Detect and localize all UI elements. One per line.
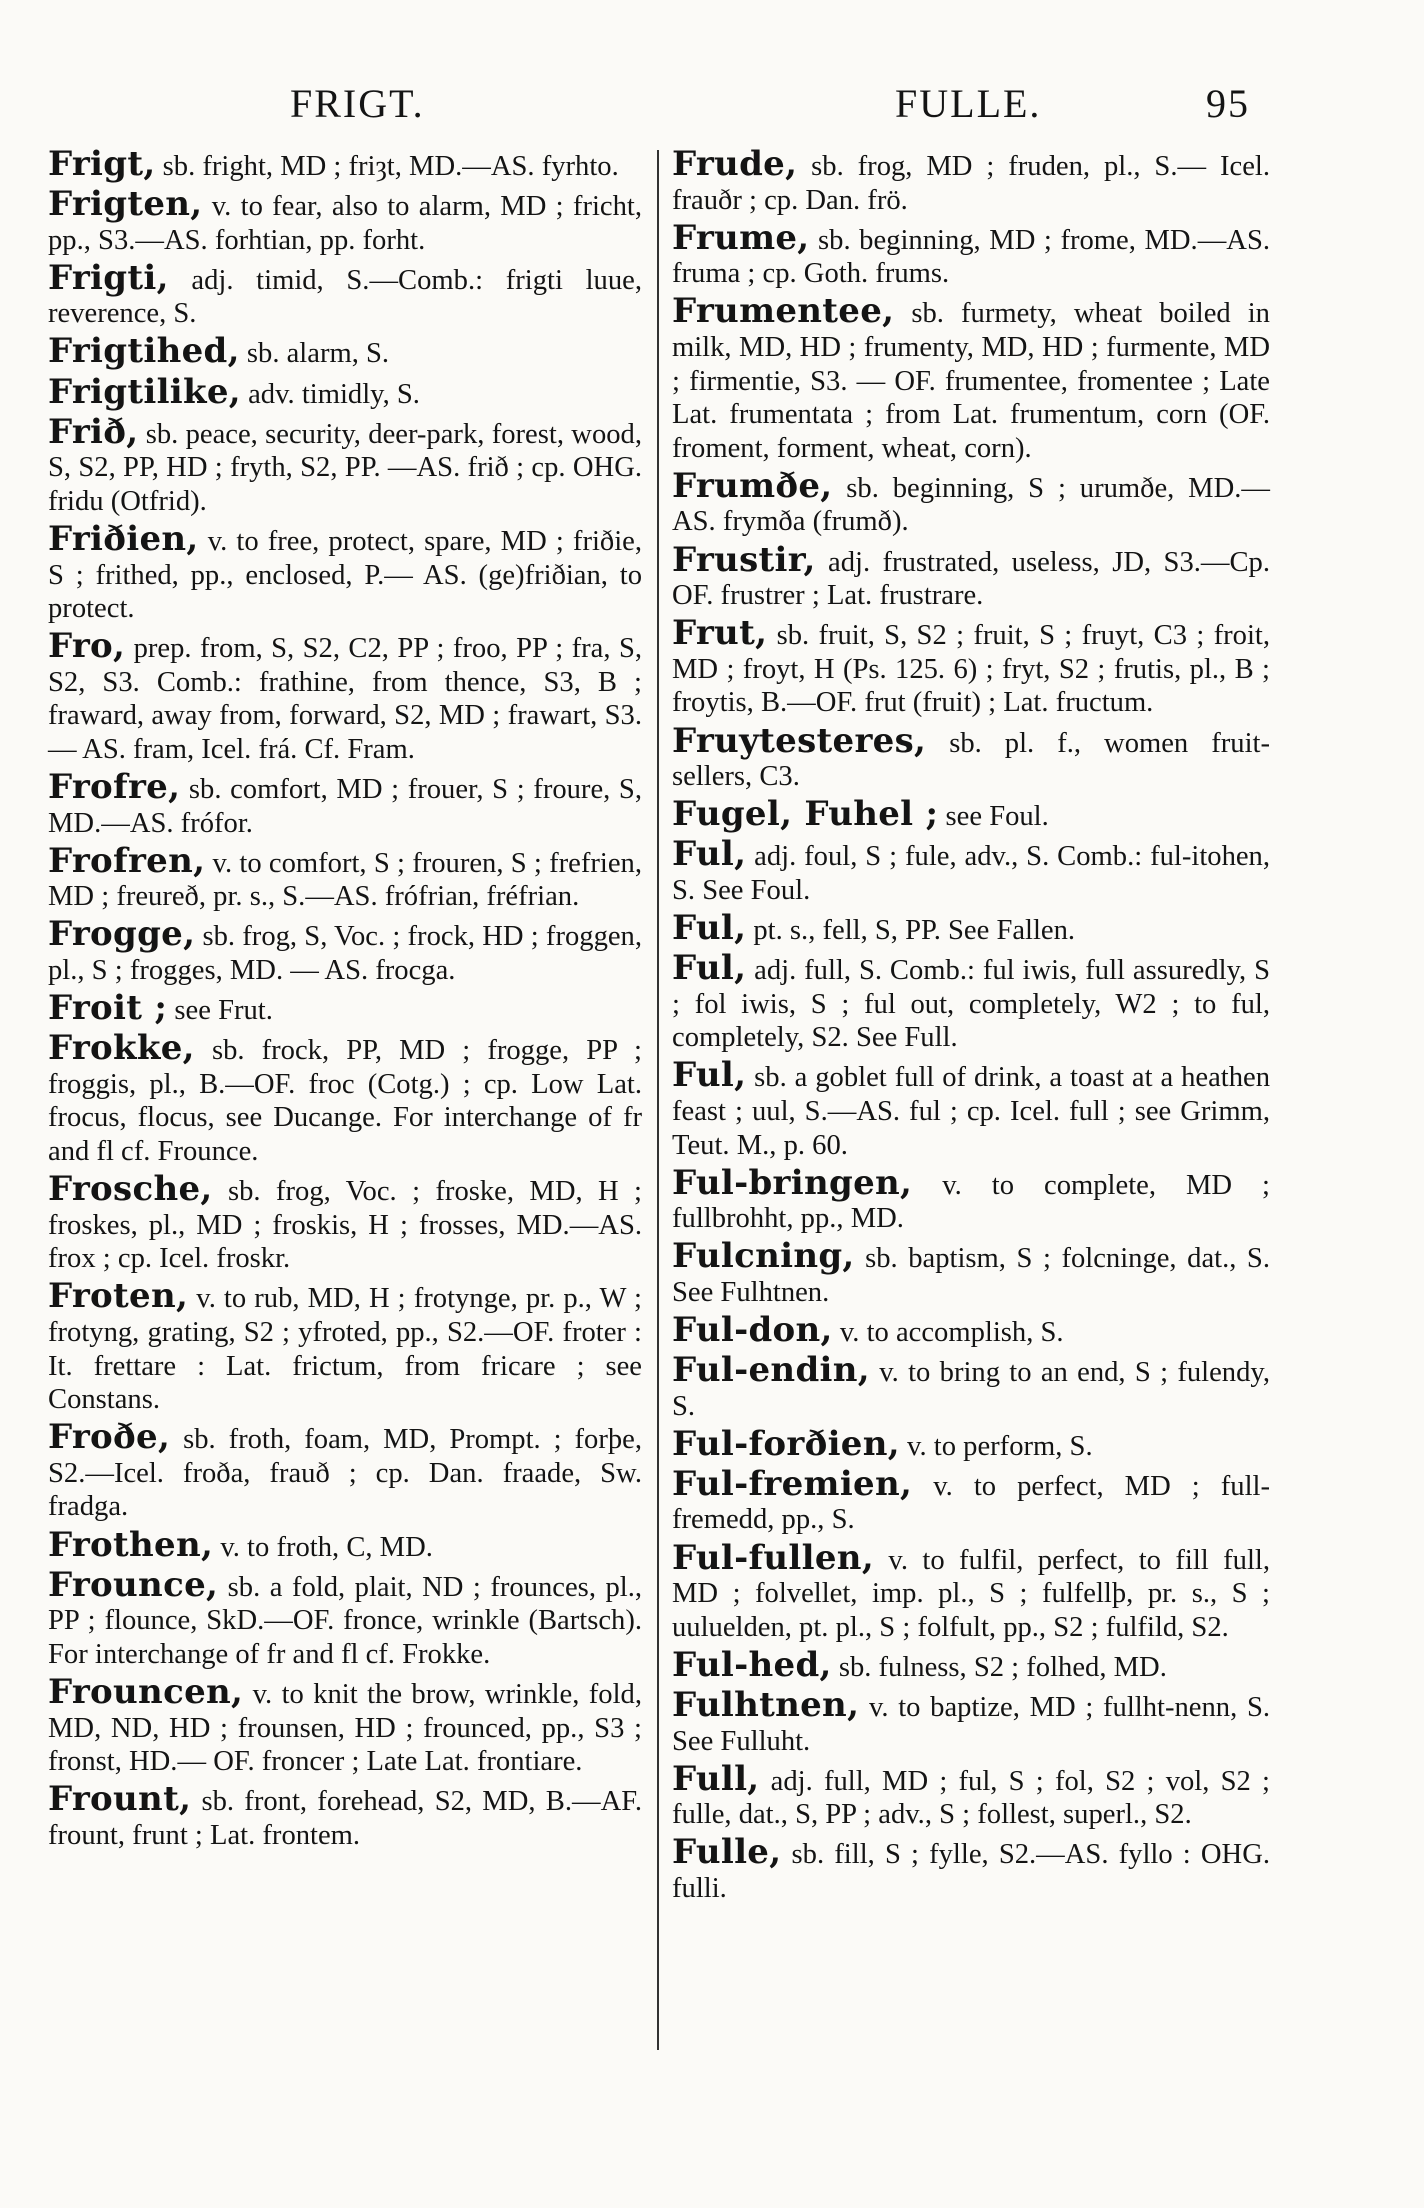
- definition-text: sb. furmety, wheat boiled in milk, MD, HD ; frumenty, MD, HD ; furmente, MD ; firmentie, S3. — OF. frumentee, fromentee ; Late Lat. frumentata ; from Lat. frumentum, corn (OF. froment, forment, wheat, corn).: [672, 298, 1270, 464]
- definition-text: sb. beginning, MD ; frome, MD.—AS. fruma ; cp. Goth. frums.: [672, 224, 1270, 290]
- headword: Froðe,: [48, 1417, 171, 1458]
- dictionary-entry: [48, 144, 642, 184]
- headword: Frude,: [672, 144, 798, 184]
- dictionary-entry: [672, 907, 1270, 948]
- definition-text: v. to baptize, MD ; fullht-nenn, S. See Fulluht.: [672, 1691, 1270, 1757]
- headword: Frothen,: [48, 1524, 214, 1565]
- definition-text: sb. frog, Voc. ; froske, MD, H ; froskes, pl., MD ; froskis, H ; frosses, MD.—AS. frox ; cp. Icel. froskr.: [48, 1176, 642, 1275]
- right-column: [672, 144, 1271, 1910]
- definition-text: adj. foul, S ; fule, adv., S. Comb.: ful-itohen, S. See Foul.: [672, 841, 1270, 906]
- definition-text: sb. frock, PP, MD ; frogge, PP ; froggis, pl., B.—OF. froc (Cotg.) ; cp. Low Lat. frocus, flocus, see Ducange. For interchange of fr and fl cf. Frounce.: [48, 1035, 642, 1168]
- dictionary-entry: [48, 767, 642, 840]
- headword: Frumentee,: [672, 291, 895, 332]
- dictionary-entry: [672, 1055, 1270, 1162]
- definition-text: v. to perfect, MD ; full-fremedd, pp., S.: [672, 1470, 1270, 1536]
- definition-text: v. to comfort, S ; frouren, S ; frefrien, MD ; freureð, pr. s., S.—AS. frófrian, fréfrian.: [48, 847, 642, 913]
- dictionary-entry: [48, 1524, 642, 1565]
- definition-text: prep. from, S, S2, C2, PP ; froo, PP ; fra, S, S2, S3. Comb.: frathine, from thence, S3, B ; fraward, away from, forward, S2, MD ; frawart, S3. — AS. fram, Icel. frá. Cf. Fram.: [48, 633, 642, 765]
- dictionary-entry: [48, 184, 642, 257]
- definition-text: adj. frustrated, useless, JD, S3.—Cp. OF. frustrer ; Lat. frustrare.: [672, 546, 1271, 612]
- dictionary-entry: [672, 794, 1270, 835]
- headword: Fulle,: [672, 1832, 782, 1873]
- definition-text: sb. frog, MD ; fruden, pl., S.— Icel. frauðr ; cp. Dan. frö.: [672, 151, 1270, 216]
- definition-text: adj. full, MD ; ful, S ; fol, S2 ; vol, S2 ; fulle, dat., S, PP ; adv., S ; follest, superl., S2.: [672, 1765, 1270, 1831]
- dictionary-entry: [48, 331, 642, 372]
- dictionary-entry: [672, 1423, 1270, 1464]
- definition-text: sb. froth, foam, MD, Prompt. ; forþe, S2.—Icel. froða, frauð ; cp. Dan. fraade, Sw. fradga.: [48, 1424, 643, 1523]
- definition-text: adj. full, S. Comb.: ful iwis, full assuredly, S ; fol iwis, S ; ful out, completely, W2 ; to ful, completely, S2. See Full.: [672, 955, 1270, 1054]
- definition-text: adj. timid, S.—Comb.: frigti luue, reverence, S.: [48, 264, 642, 330]
- dictionary-entry: [48, 1276, 643, 1416]
- definition-text: v. to free, protect, spare, MD ; friðie, S ; frithed, pp., enclosed, P.— AS. (ge)friðian, to protect.: [48, 525, 642, 625]
- headword: Ful,: [672, 948, 747, 989]
- running-head-right: FULLE.: [895, 81, 1042, 126]
- headword: Fugel, Fuhel ;: [672, 794, 939, 835]
- dictionary-entry: [672, 1350, 1270, 1423]
- dictionary-entry: [48, 840, 642, 914]
- definition-text: pt. s., fell, S, PP. See Fallen.: [753, 914, 1076, 946]
- dictionary-entry: [672, 1310, 1270, 1350]
- headword: Fulcning,: [672, 1236, 855, 1277]
- headword: Ful-fullen,: [672, 1537, 874, 1578]
- headword: Frokke,: [48, 1028, 195, 1069]
- dictionary-entry: [672, 1684, 1270, 1758]
- headword: Frosche,: [48, 1169, 213, 1210]
- dictionary-entry: [48, 626, 642, 766]
- dictionary-entry: [48, 1169, 642, 1276]
- definition-text: sb. fruit, S, S2 ; fruit, S ; fruyt, C3 ; froit, MD ; froyt, H (Ps. 125. 6) ; fryt, S2 ; frutis, pl., B ; froytis, B.—OF. frut (fruit) ; Lat. fructum.: [672, 620, 1270, 719]
- definition-text: sb. beginning, S ; urumðe, MD.—AS. frymða (frumð).: [672, 472, 1270, 538]
- headword: Froten,: [48, 1276, 189, 1317]
- headword: Frið,: [48, 411, 139, 452]
- definition-text: v. to knit the brow, wrinkle, fold, MD, ND, HD ; frounsen, HD ; frounced, pp., S3 ; fronst, HD.— OF. froncer ; Late Lat. frontiare.: [48, 1678, 642, 1778]
- dictionary-entry: [48, 1564, 643, 1672]
- dictionary-entry: [48, 1028, 642, 1168]
- definition-text: see Frut.: [174, 995, 273, 1027]
- headword: Frume,: [672, 217, 810, 258]
- definition-text: v. to froth, C, MD.: [220, 1531, 433, 1563]
- definition-text: sb. peace, security, deer-park, forest, wood, S, S2, PP, HD ; fryth, S2, PP. —AS. frið ; cp. OHG. fridu (Otfrid).: [48, 418, 642, 517]
- headword: Frigtilike,: [48, 371, 241, 412]
- dictionary-entry: [672, 539, 1271, 613]
- definition-text: adv. timidly, S.: [248, 378, 420, 410]
- dictionary-entry: [672, 1162, 1271, 1236]
- dictionary-entry: [672, 1236, 1270, 1309]
- dictionary-entry: [48, 1779, 643, 1852]
- dictionary-entry: [672, 465, 1270, 539]
- column-divider: [657, 150, 659, 2050]
- definition-text: v. to accomplish, S.: [839, 1317, 1064, 1348]
- dictionary-entry: [672, 1644, 1270, 1685]
- dictionary-entry: [672, 1832, 1270, 1905]
- headword: Ful,: [672, 834, 747, 875]
- dictionary-entry: [672, 720, 1270, 794]
- headword: Friðien,: [48, 518, 199, 559]
- definition-text: see Foul.: [945, 801, 1049, 833]
- definition-text: v. to fulfil, perfect, to fill full, MD ; folvellet, imp. pl., S ; fulfellþ, pr. s., S ; uuluelden, pt. pl., S ; folfult, pp., S2 ; fulfild, S2.: [672, 1544, 1270, 1643]
- dictionary-entry: [48, 411, 642, 519]
- headword: Frogge,: [48, 914, 196, 955]
- headword: Frigten,: [48, 184, 203, 225]
- definition-text: sb. fill, S ; fylle, S2.—AS. fyllo : OHG. fulli.: [672, 1839, 1270, 1904]
- headword: Frut,: [672, 613, 768, 654]
- dictionary-entry: [48, 518, 642, 626]
- dictionary-entry: [48, 371, 642, 412]
- dictionary-entry: [48, 1417, 643, 1524]
- dictionary-entry: [48, 1671, 642, 1779]
- headword: Ful-bringen,: [672, 1162, 913, 1203]
- definition-text: sb. pl. f., women fruit-sellers, C3.: [672, 727, 1270, 793]
- headword: Ful-don,: [672, 1310, 833, 1350]
- dictionary-entry: [672, 948, 1270, 1055]
- left-column: [48, 144, 643, 1857]
- definition-text: sb. fright, MD ; friȝt, MD.—AS. fyrhto.: [162, 151, 619, 182]
- dictionary-entry: [672, 291, 1270, 465]
- headword: Frounce,: [48, 1564, 219, 1605]
- definition-text: sb. alarm, S.: [246, 338, 390, 370]
- dictionary-entry: [48, 988, 642, 1029]
- dictionary-entry: [672, 1758, 1270, 1832]
- headword: Frustir,: [672, 539, 816, 580]
- definition-text: sb. a goblet full of drink, a toast at a heathen feast ; uul, S.—AS. ful ; cp. Icel. full ; see Grimm, Teut. M., p. 60.: [672, 1062, 1270, 1161]
- dictionary-entry: [672, 613, 1270, 720]
- headword: Froit ;: [48, 988, 168, 1029]
- dictionary-entry: [672, 834, 1270, 907]
- headword: Ful,: [672, 907, 747, 948]
- page-number: 95: [1206, 81, 1250, 126]
- definition-text: v. to rub, MD, H ; frotynge, pr. p., W ; frotyng, grating, S2 ; yfroted, pp., S2.—OF. froter : It. frettare : Lat. frictum, from fricare ; see Constans.: [48, 1283, 643, 1416]
- definition-text: v. to complete, MD ; fullbrohht, pp., MD.: [672, 1169, 1271, 1235]
- definition-text: sb. front, forehead, S2, MD, B.—AF. frount, frunt ; Lat. frontem.: [48, 1786, 643, 1851]
- definition-text: v. to bring to an end, S ; fulendy, S.: [672, 1357, 1270, 1422]
- headword: Frigt,: [48, 144, 156, 184]
- dictionary-entry: [48, 914, 642, 987]
- definition-text: sb. baptism, S ; folcninge, dat., S. See Fulhtnen.: [672, 1243, 1270, 1308]
- headword: Fulhtnen,: [672, 1684, 860, 1725]
- headword: Frumðe,: [672, 465, 833, 506]
- headword: Ful,: [672, 1055, 747, 1096]
- definition-text: sb. fulness, S2 ; folhed, MD.: [838, 1651, 1167, 1683]
- definition-text: v. to fear, also to alarm, MD ; fricht, pp., S3.—AS. forhtian, pp. forht.: [48, 191, 642, 256]
- dictionary-entry: [672, 1537, 1270, 1645]
- definition-text: sb. comfort, MD ; frouer, S ; froure, S, MD.—AS. frófor.: [48, 774, 642, 839]
- dictionary-entry: [672, 144, 1270, 217]
- headword: Frigtihed,: [48, 331, 240, 372]
- headword: Frofre,: [48, 767, 181, 808]
- headword: Full,: [672, 1758, 760, 1799]
- definition-text: sb. frog, S, Voc. ; frock, HD ; froggen, pl., S ; frogges, MD. — AS. frocga.: [48, 921, 642, 987]
- headword: Frofren,: [48, 840, 206, 881]
- headword: Ful-forðien,: [672, 1423, 900, 1464]
- dictionary-entry: [672, 1463, 1270, 1537]
- running-head-left: FRIGT.: [290, 81, 425, 126]
- dictionary-entry: [48, 257, 642, 331]
- definition-text: v. to perform, S.: [907, 1430, 1093, 1462]
- headword: Frigti,: [48, 257, 169, 298]
- headword: Ful-endin,: [672, 1350, 870, 1391]
- headword: Fruytesteres,: [672, 720, 927, 761]
- headword: Ful-hed,: [672, 1644, 832, 1685]
- headword: Frount,: [48, 1779, 192, 1820]
- definition-text: sb. a fold, plait, ND ; frounces, pl., PP ; flounce, SkD.—OF. fronce, wrinkle (Bartsch). For interchange of fr and fl cf. Frokke.: [48, 1571, 643, 1670]
- dictionary-entry: [672, 217, 1270, 291]
- headword: Ful-fremien,: [672, 1463, 913, 1504]
- headword: Frouncen,: [48, 1671, 244, 1712]
- headword: Fro,: [48, 626, 126, 667]
